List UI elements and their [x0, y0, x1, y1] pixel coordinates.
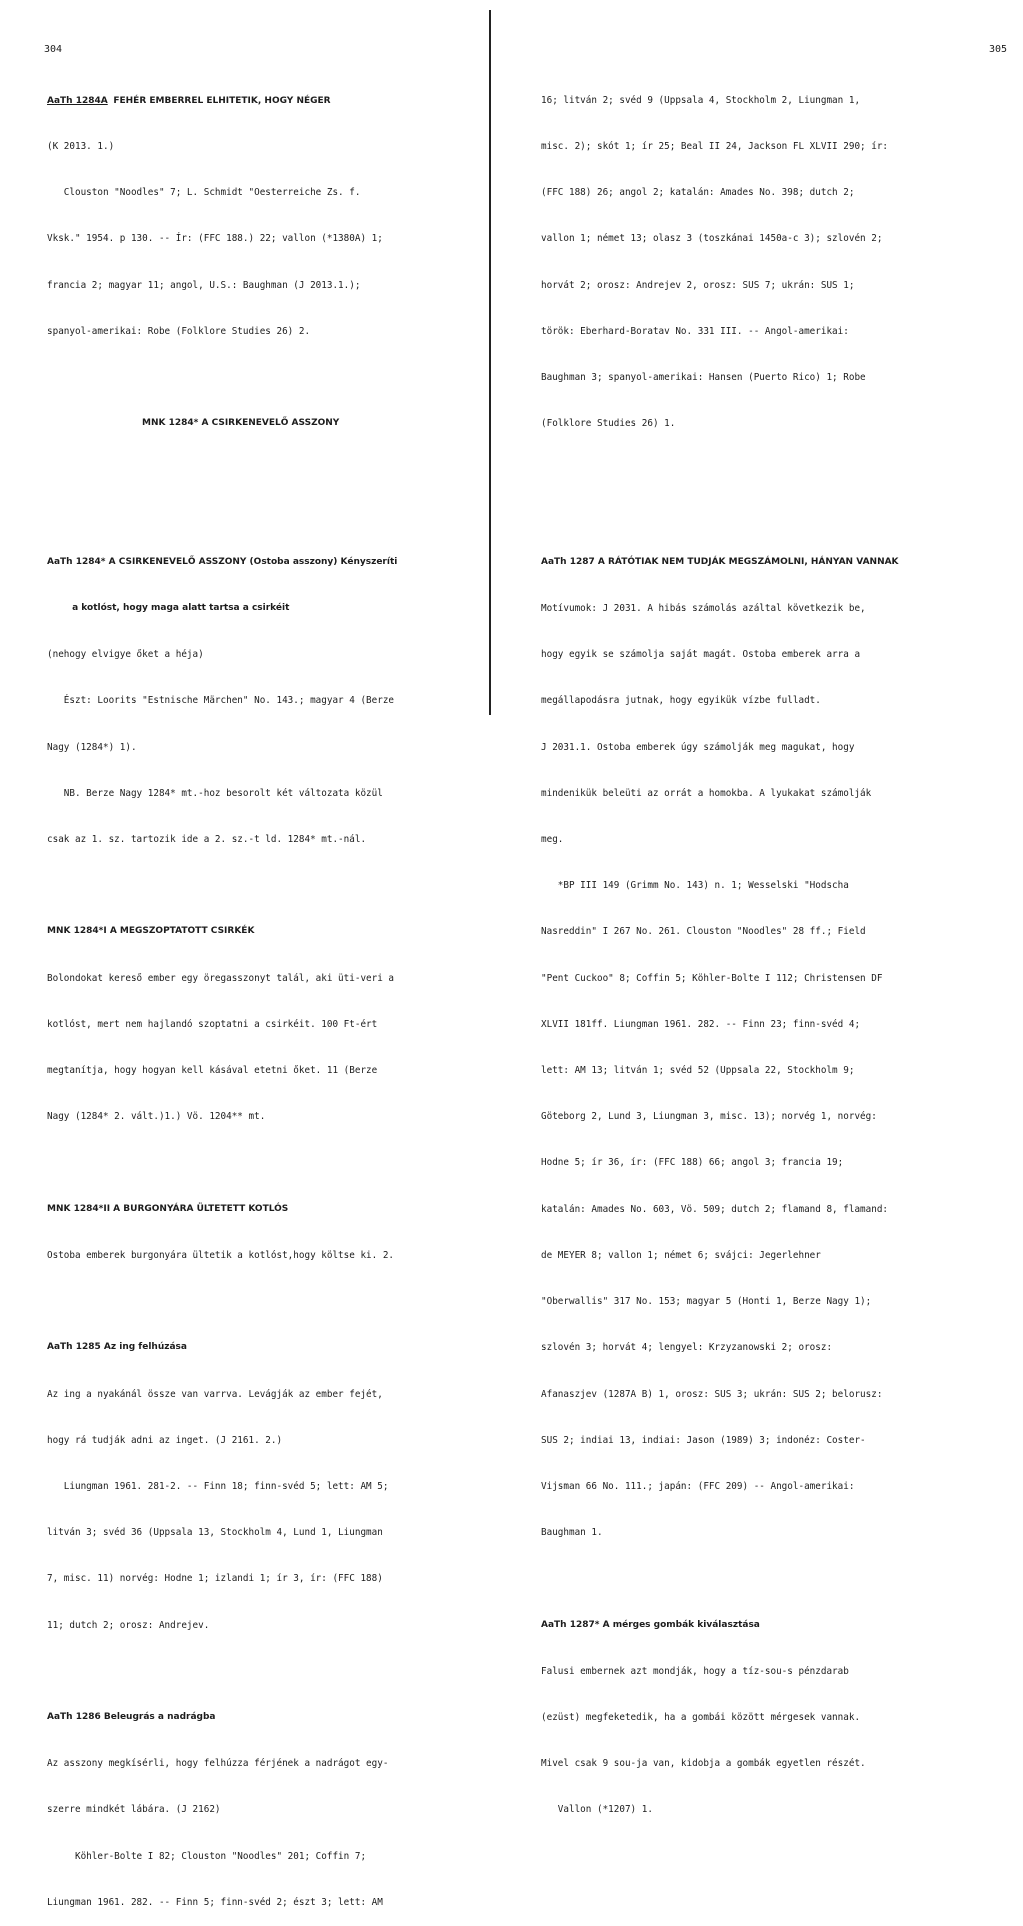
text-line: litván 3; svéd 36 (Uppsala 13, Stockholm 4, Lund 1, Liungman — [47, 1527, 383, 1539]
text-line: Baughman 1. — [541, 1527, 603, 1539]
text-line: (K 2013. 1.) — [47, 141, 115, 153]
text-line: katalán: Amades No. 603, Vö. 509; dutch 2; flamand 8, flamand: — [541, 1203, 889, 1215]
text-line: Hodne 5; ír 36, ír: (FFC 188) 66; angol 3; francia 19; — [541, 1157, 844, 1169]
page-number-left: 304 — [44, 44, 63, 55]
text-line: Bolondokat kereső ember egy öregasszonyt talál, aki üti-veri a — [47, 972, 395, 984]
text-line: SUS 2; indiai 13, indiai: Jason (1989) 3; indonéz: Coster- — [541, 1434, 866, 1446]
text-line: "Pent Cuckoo" 8; Coffin 5; Köhler-Bolte I 112; Christensen DF — [541, 972, 883, 984]
text-line: (FFC 188) 26; angol 2; katalán: Amades No. 398; dutch 2; — [541, 187, 855, 199]
text-line: de MEYER 8; vallon 1; német 6; svájci: Jegerlehner — [541, 1249, 821, 1261]
text-line: horvát 2; orosz: Andrejev 2, orosz: SUS 7; ukrán: SUS 1; — [541, 279, 855, 291]
entry-title-continued: a kotlóst, hogy maga alatt tartsa a csirkéit — [47, 603, 290, 614]
text-line: Nagy (1284* 2. vált.)1.) Vö. 1204** mt. — [47, 1111, 266, 1123]
text-line: vallon 1; német 13; olasz 3 (toszkánai 1450a-c 3); szlovén 2; — [541, 233, 883, 245]
text-line: hogy rá tudják adni az inget. (J 2161. 2.) — [47, 1434, 283, 1446]
text-line: Baughman 3; spanyol-amerikai: Hansen (Puerto Rico) 1; Robe — [541, 372, 866, 384]
text-line: Észt: Loorits "Estnische Märchen" No. 143.; magyar 4 (Berze — [47, 695, 395, 707]
section-heading: MNK 1284* A CSIRKENEVELŐ ASSZONY — [142, 418, 340, 429]
entry-title: AaTh 1287 A RÁTÓTIAK NEM TUDJÁK MEGSZÁMOLNI, HÁNYAN VANNAK — [541, 556, 899, 567]
text-line: Göteborg 2, Lund 3, Liungman 3, misc. 13); norvég 1, norvég: — [541, 1111, 877, 1123]
text-line: Mivel csak 9 sou-ja van, kidobja a gombák egyetlen részét. — [541, 1758, 866, 1770]
entry-title: AaTh 1287* A mérges gombák kiválasztása — [541, 1619, 760, 1630]
text-line: lett: AM 13; litván 1; svéd 52 (Uppsala 22, Stockholm 9; — [541, 1065, 855, 1077]
text-line: Afanaszjev (1287A B) 1, orosz: SUS 3; ukrán: SUS 2; belorusz: — [541, 1388, 883, 1400]
page-number-right: 305 — [989, 44, 1008, 55]
text-line: Az ing a nyakánál össze van varrva. Levágják az ember fejét, — [47, 1388, 383, 1400]
text-line: "Oberwallis" 317 No. 153; magyar 5 (Honti 1, Berze Nagy 1); — [541, 1296, 872, 1308]
text-line: Vijsman 66 No. 111.; japán: (FFC 209) -- Angol-amerikai: — [541, 1480, 855, 1492]
text-line: szlovén 3; horvát 4; lengyel: Krzyzanowski 2; orosz: — [541, 1342, 833, 1354]
text-line: Falusi embernek azt mondják, hogy a tíz-sou-s pénzdarab — [541, 1665, 849, 1677]
text-line: 11; dutch 2; orosz: Andrejev. — [47, 1619, 210, 1631]
right-page-column — [541, 62, 971, 1833]
text-line: J 2031.1. Ostoba emberek úgy számolják meg magukat, hogy — [541, 741, 855, 753]
text-line: csak az 1. sz. tartozik ide a 2. sz.-t ld. 1284* mt.-nál. — [47, 834, 367, 846]
text-line: misc. 2); skót 1; ír 25; Beal II 24, Jackson FL XLVII 290; ír: — [541, 141, 889, 153]
text-line: XLVII 181ff. Liungman 1961. 282. -- Finn 23; finn-svéd 4; — [541, 1018, 861, 1030]
text-line: francia 2; magyar 11; angol, U.S.: Baughman (J 2013.1.); — [47, 279, 361, 291]
text-line: Clouston "Noodles" 7; L. Schmidt "Oesterreiche Zs. f. — [47, 187, 361, 199]
text-line: spanyol-amerikai: Robe (Folklore Studies 26) 2. — [47, 325, 311, 337]
text-line: Liungman 1961. 282. -- Finn 5; finn-svéd 2; észt 3; lett: AM — [47, 1896, 383, 1908]
entry-title: AaTh 1284A FEHÉR EMBERREL ELHITETIK, HOGY NÉGER — [47, 95, 331, 106]
entry-title: AaTh 1285 Az ing felhúzása — [47, 1342, 187, 1353]
text-line: 7, misc. 11) norvég: Hodne 1; izlandi 1; ír 3, ír: (FFC 188) — [47, 1573, 383, 1585]
text-line: (Folklore Studies 26) 1. — [541, 418, 676, 430]
text-line: Vallon (*1207) 1. — [541, 1804, 653, 1816]
text-line: hogy egyik se számolja saját magát. Ostoba emberek arra a — [541, 649, 861, 661]
left-page-column — [47, 62, 477, 1926]
entry-title: AaTh 1286 Beleugrás a nadrágba — [47, 1711, 216, 1722]
text-line: (nehogy elvigye őket a héja) — [47, 649, 204, 661]
entry-title: AaTh 1284* A CSIRKENEVELŐ ASSZONY (Ostoba asszony) Kényszeríti — [47, 556, 398, 567]
text-line: szerre mindkét lábára. (J 2162) — [47, 1804, 221, 1816]
text-line: Nagy (1284*) 1). — [47, 741, 137, 753]
text-line: Liungman 1961. 281-2. -- Finn 18; finn-svéd 5; lett: AM 5; — [47, 1480, 389, 1492]
text-line: megtanítja, hogy hogyan kell kásával etetni őket. 11 (Berze — [47, 1065, 378, 1077]
text-line: 16; litván 2; svéd 9 (Uppsala 4, Stockholm 2, Liungman 1, — [541, 94, 861, 106]
text-line: *BP III 149 (Grimm No. 143) n. 1; Wesselski "Hodscha — [541, 880, 849, 892]
text-line: kotlóst, mert nem hajlandó szoptatni a csirkéit. 100 Ft-ért — [47, 1018, 378, 1030]
text-line: meg. — [541, 834, 564, 846]
text-line: Ostoba emberek burgonyára ültetik a kotlóst,hogy költse ki. 2. — [47, 1249, 395, 1261]
text-line: Motívumok: J 2031. A hibás számolás azáltal következik be, — [541, 603, 866, 615]
text-line: Az asszony megkísérli, hogy felhúzza férjének a nadrágot egy- — [47, 1758, 389, 1770]
book-spine — [489, 10, 491, 715]
entry-title: MNK 1284*II A BURGONYÁRA ÜLTETETT KOTLÓS — [47, 1203, 289, 1214]
text-line: NB. Berze Nagy 1284* mt.-hoz besorolt két változata közül — [47, 787, 383, 799]
text-line: Nasreddin" I 267 No. 261. Clouston "Noodles" 28 ff.; Field — [541, 926, 866, 938]
text-line: (ezüst) megfeketedik, ha a gombái között mérgesek vannak. — [541, 1711, 861, 1723]
entry-title: MNK 1284*I A MEGSZOPTATOTT CSIRKÉK — [47, 926, 255, 937]
text-line: mindenikük beleüti az orrát a homokba. A lyukakat számolják — [541, 787, 872, 799]
text-line: Köhler-Bolte I 82; Clouston "Noodles" 201; Coffin 7; — [47, 1850, 367, 1862]
text-line: megállapodásra jutnak, hogy egyikük vízbe fulladt. — [541, 695, 821, 707]
text-line: török: Eberhard-Boratav No. 331 III. -- Angol-amerikai: — [541, 325, 849, 337]
text-line: Vksk." 1954. p 130. -- Ír: (FFC 188.) 22; vallon (*1380A) 1; — [47, 233, 383, 245]
